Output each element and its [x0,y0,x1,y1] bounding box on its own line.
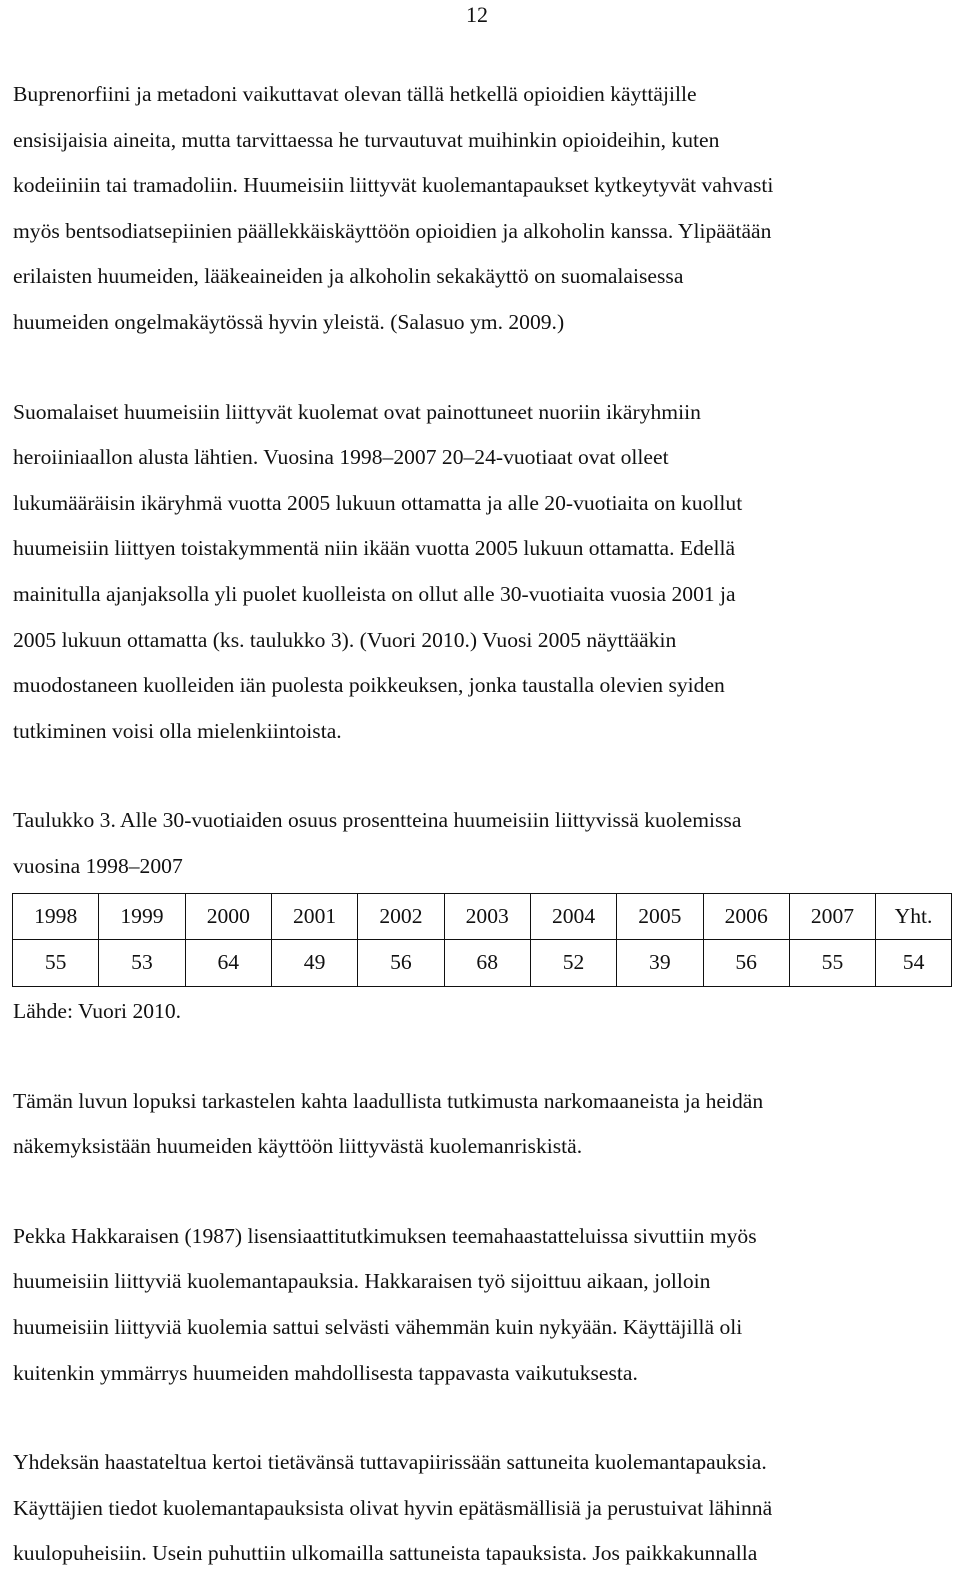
table-cell: Yht. [876,893,952,940]
paragraph-2: Suomalaiset huumeisiin liittyvät kuolemat ovat painottuneet nuoriin ikäryhmiin heroiiniaallon alusta lähtien. Vuosina 1998–2007 20–24-vuotiaat ovat olleet lukumääräisin ikäryhmä vuotta 2005 lukuun ottamatta ja alle 20-vuotiaita on kuollut huumeisiin liittyen toistakymmentä niin ikään vuotta 2005 lukuun ottamatta. Edellä mainitulla ajanjaksolla yli puolet kuolleista on ollut alle 30-vuotiaita vuosia 2001 ja 2005 lukuun ottamatta (ks. taulukko 3). (Vuori 2010.) Vuosi 2005 näyttääkin muodostaneen kuolleiden iän puolesta poikkeuksen, jonka taustalla olevien syiden tutkiminen voisi olla mielenkiintoista. [13,399,743,743]
table-cell: 2001 [271,893,357,940]
table-cell: 2006 [703,893,789,940]
table-cell: 64 [185,940,271,987]
table-cell: 2004 [530,893,616,940]
table-cell: 53 [99,940,185,987]
paragraph-3: Tämän luvun lopuksi tarkastelen kahta laadullista tutkimusta narkomaaneista ja heidän näkemyksistään huumeiden käyttöön liittyvästä kuolemanriskistä. [13,1088,764,1159]
page-number: 12 [466,2,488,27]
table-header-row [13,893,952,940]
table-cell: 52 [530,940,616,987]
table-cell: 2003 [444,893,530,940]
table-source: Lähde: Vuori 2010. [13,998,182,1023]
data-table [12,893,952,987]
document-body [13,72,953,1577]
table-cell: 49 [271,940,357,987]
paragraph-5: Yhdeksän haastateltua kertoi tietävänsä tuttavapiirissään sattuneita kuolemantapauksia. Käyttäjien tiedot kuolemantapauksista olivat hyvin epätäsmällisiä ja perustuivat lähinnä kuulopuheisiin. Usein puhuttiin ulkomailla sattuneista tapauksista. Jos paikkakunnalla [13,1450,773,1566]
paragraph-1: Buprenorfiini ja metadoni vaikuttavat olevan tällä hetkellä opioidien käyttäjille ensisijaisia aineita, mutta tarvittaessa he turvautuvat muihinkin opioideihin, kuten kodeiiniin tai tramadoliin. Huumeisiin liittyvät kuolemantapaukset kytkeytyvät vahvasti myös bentsodiatsepiinien päällekkäiskäyttöön opioidien ja alkoholin kanssa. Ylipäätään erilaisten huumeiden, lääkeaineiden ja alkoholin sekakäyttö on suomalaisessa huumeiden ongelmakäytössä hyvin yleistä. (Salasuo ym. 2009.) [13,82,774,334]
table-cell: 1999 [99,893,185,940]
table-cell: 54 [876,940,952,987]
table-cell: 39 [617,940,703,987]
table-caption: Taulukko 3. Alle 30-vuotiaiden osuus prosentteina huumeisiin liittyvissä kuolemissa vuosina 1998–2007 [13,808,742,878]
table-cell: 2005 [617,893,703,940]
table-cell: 56 [703,940,789,987]
table-cell: 55 [13,940,99,987]
table-cell: 2000 [185,893,271,940]
table-cell: 2007 [789,893,875,940]
table-cell: 55 [789,940,875,987]
table-cell: 2002 [358,893,444,940]
paragraph-4: Pekka Hakkaraisen (1987) lisensiaattitutkimuksen teemahaastatteluissa sivuttiin myös huumeisiin liittyviä kuolemantapauksia. Hakkaraisen työ sijoittuu aikaan, jolloin huumeisiin liittyviä kuolemia sattui selvästi vähemmän kuin nykyään. Käyttäjillä oli kuitenkin ymmärrys huumeiden mahdollisesta tappavasta vaikutuksesta. [13,1223,757,1385]
table-cell: 1998 [13,893,99,940]
table-cell: 56 [358,940,444,987]
table-cell: 68 [444,940,530,987]
table-row [13,940,952,987]
